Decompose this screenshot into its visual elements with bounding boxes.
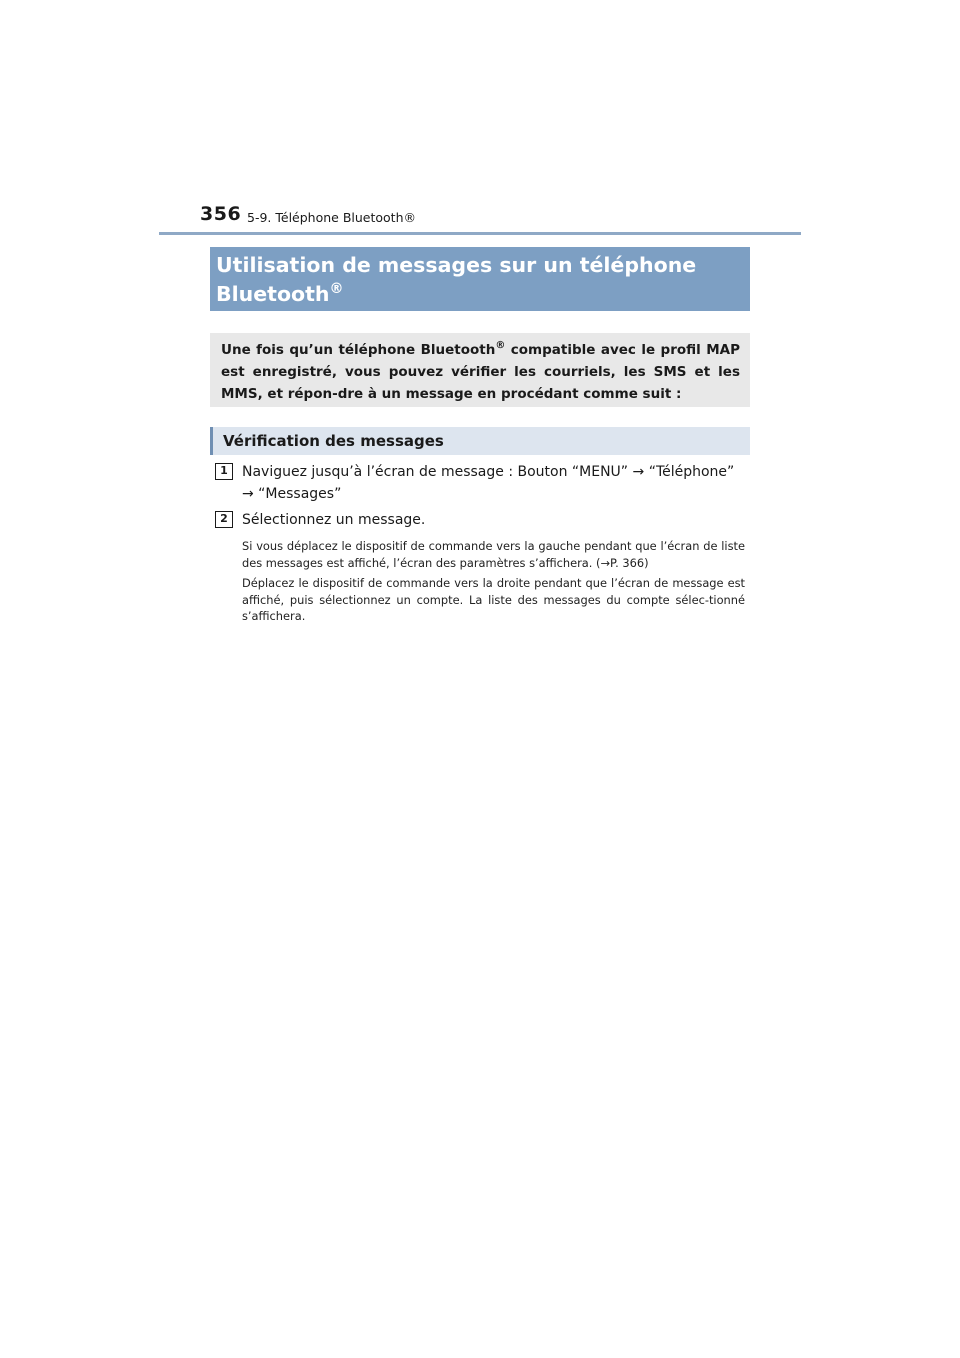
step-number-2: 2	[215, 511, 233, 528]
intro-box	[210, 333, 750, 407]
intro-part1: Une fois qu’un téléphone Bluetooth	[221, 342, 496, 358]
registered-mark: ®	[329, 281, 344, 297]
header-rule	[159, 232, 801, 235]
intro-part2: compatible avec le profil MAP est enregistré, vous pouvez vérifier les courriels, les SMS et les MMS, et répon-dre à un message en procédant comme suit :	[221, 342, 740, 402]
subheading: Vérification des messages	[210, 427, 750, 455]
step-text-1: Naviguez jusqu’à l’écran de message : Bouton “MENU” → “Téléphone” → “Messages”	[242, 464, 735, 502]
page-number: 356	[200, 203, 242, 225]
note-settings: Si vous déplacez le dispositif de commande vers la gauche pendant que l’écran de liste des messages est affiché, l’écran des paramètres s’affichera. (→P. 366)	[242, 539, 745, 570]
step-text-2: Sélectionnez un message.	[242, 512, 426, 528]
step-number-1: 1	[215, 463, 233, 480]
title-box	[210, 247, 750, 311]
page-title-line1: Utilisation de messages sur un téléphone	[216, 253, 697, 277]
page-title-line2	[216, 280, 744, 309]
note-accounts: Déplacez le dispositif de commande vers la droite pendant que l’écran de message est affiché, puis sélectionnez un compte. La liste des messages du compte sélec-tionné s’affichera.	[242, 576, 745, 623]
section-path: 5-9. Téléphone Bluetooth®	[247, 210, 417, 225]
intro-registered-mark: ®	[495, 340, 506, 351]
intro-text	[221, 339, 740, 405]
page-title-bluetooth: Bluetooth	[216, 282, 330, 306]
